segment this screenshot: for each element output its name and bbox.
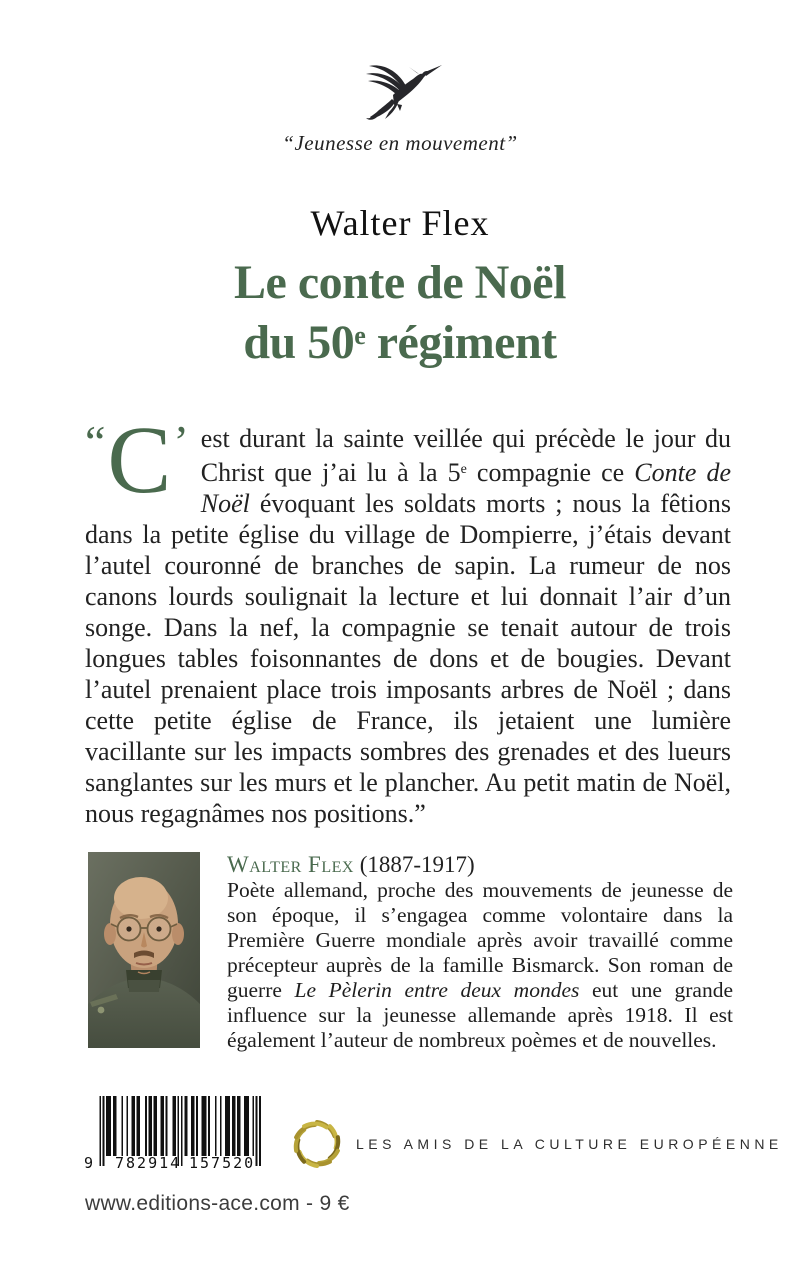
brand-block: [0, 62, 800, 156]
publisher-block: [290, 1116, 783, 1172]
book-title: [0, 256, 800, 369]
back-cover-quote: “ C ’ est durant la sainte veillée qui précède le jour du Christ que j’ai lu à la 5e compagnie ce Conte de Noël évoquant les soldats morts ; nous la fêtions dans la petite église du village de Dompierre, j’étais devant l’autel couronné de branches de sapin. La rumeur de nos canons lourds soulignait la lecture et lui donnait l’air d’un songe. Dans la nef, la compagnie se tenait autour de trois longues tables foisonnantes de dons et de bougies. Devant l’autel prenaient place trois imposants arbres de Noël ; dans cette petite église de France, ils jetaient une lumière vacillante sur les impacts sombres des grenades et des lueurs sanglantes sur les murs et le plancher. Au petit matin de Noël, nous regagnâmes nos positions.”: [85, 406, 731, 828]
website-price: www.editions-ace.com - 9 €: [85, 1192, 350, 1215]
quote-dropcap: “ C ’: [85, 406, 189, 513]
quote-superscript: e: [460, 462, 467, 477]
author-name: Walter Flex: [310, 203, 490, 243]
author-portrait-photo: [88, 852, 200, 1048]
quote-italic-title: Conte de Noël: [200, 458, 731, 518]
publisher-name: LES AMIS DE LA CULTURE EUROPÉENNE: [356, 1136, 783, 1152]
heron-bird-icon: [350, 62, 450, 120]
bio-author-name: Walter Flex: [227, 852, 354, 877]
title-superscript: e: [354, 321, 366, 350]
barcode-digits-group2: 157520: [189, 1154, 256, 1172]
bio-italic-book-title: Le Pèlerin entre deux mondes: [294, 978, 580, 1002]
bio-author-years: (1887-1917): [353, 852, 475, 877]
bio-text: Poète allemand, proche des mouvements de jeunesse de son époque, il s’engagea comme volontaire dans la Première Guerre mondiale après avoir travaillé comme précepteur auprès de la famille Bismarck. Son roman de guerre Le Pèlerin entre deux mondes eut une grande influence sur la jeunesse allemande après 1918. Il est également l’auteur de nombreux poèmes et de nouvelles.: [227, 878, 733, 1052]
gold-swirl-icon: [290, 1117, 344, 1171]
brand-tagline: “Jeunesse en mouvement”: [282, 131, 518, 155]
isbn-barcode: [84, 1096, 261, 1184]
barcode-digit-first: 9: [84, 1154, 96, 1172]
author-bio-block: [88, 852, 733, 1053]
book-title-line1: Le conte de Noël: [234, 256, 566, 309]
barcode-digits-group1: 782914: [115, 1154, 182, 1172]
book-title-line2: du 50e régiment: [243, 316, 557, 369]
